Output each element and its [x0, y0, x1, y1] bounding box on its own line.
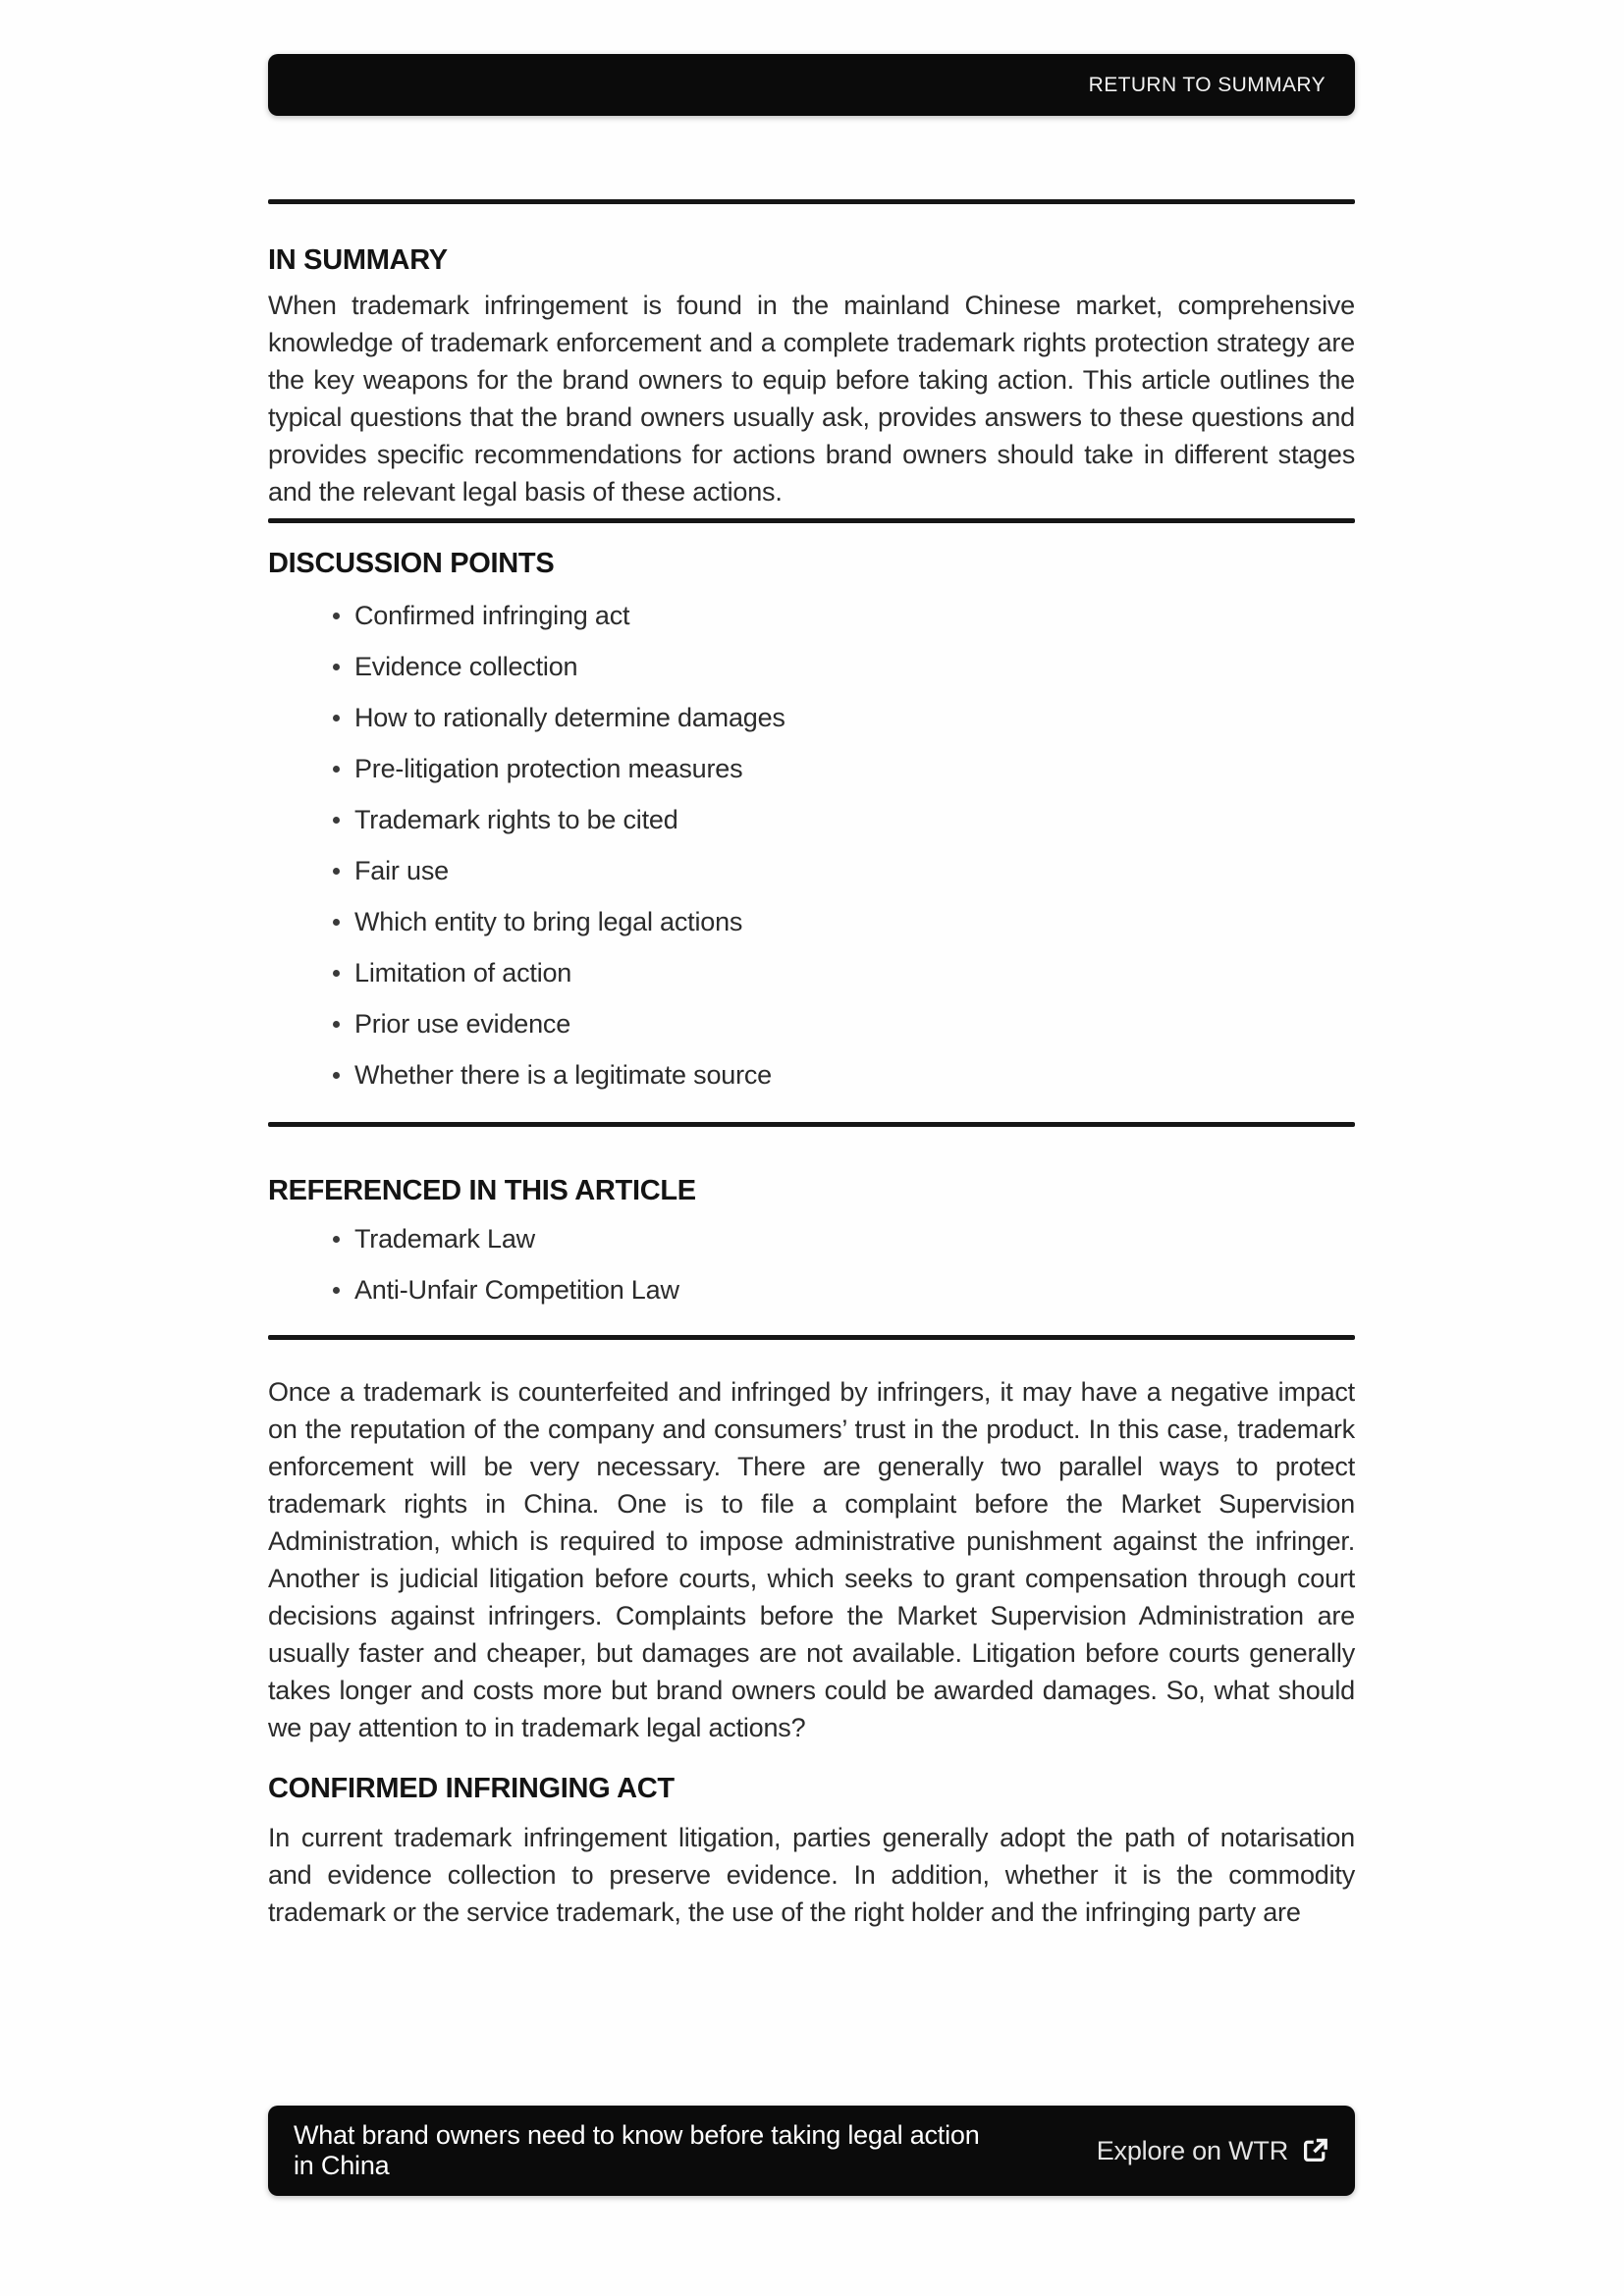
return-to-summary-button[interactable] [268, 54, 1355, 116]
bullet-dot-icon [333, 970, 340, 977]
list-item [268, 641, 1355, 692]
list-item-label: Which entity to bring legal actions [354, 906, 743, 936]
bullet-dot-icon [333, 613, 340, 619]
discussion-points-list [268, 590, 1355, 1100]
horizontal-rule [268, 518, 1355, 523]
horizontal-rule [268, 1122, 1355, 1127]
confirmed-infringing-act-paragraph: In current trademark infringement litigation, parties generally adopt the path of notarisation and evidence collection to preserve evidence. In addition, whether it is the commodity trademark or the service trademark, the use of the right holder and the infringing party are [268, 1823, 1355, 1927]
footer-article-title: What brand owners need to know before taking legal action in China [294, 2120, 980, 2180]
bullet-dot-icon [333, 1072, 340, 1079]
list-item-label: Whether there is a legitimate source [354, 1059, 772, 1090]
list-item [268, 896, 1355, 947]
list-item [268, 794, 1355, 845]
in-summary-heading: IN SUMMARY [268, 244, 448, 276]
bullet-dot-icon [333, 868, 340, 875]
bullet-dot-icon [333, 817, 340, 824]
in-summary-paragraph: When trademark infringement is found in the mainland Chinese market, comprehensive knowledge of trademark enforcement and a complete trademark rights protection strategy are the key weapons for the brand owners to equip before taking action. This article outlines the typical questions that the brand owners usually ask, provides answers to these questions and provides specific recommendations for actions brand owners should take in different stages and the relevant legal basis of these actions. [268, 291, 1355, 507]
list-item-label: Trademark rights to be cited [354, 804, 678, 834]
bullet-dot-icon [333, 1236, 340, 1243]
explore-on-wtr-label: Explore on WTR [1096, 2135, 1288, 2165]
explore-on-wtr-link[interactable] [1097, 2136, 1329, 2166]
bullet-dot-icon [333, 766, 340, 773]
external-link-icon [1300, 2136, 1329, 2165]
article-intro-paragraph: Once a trademark is counterfeited and infringed by infringers, it may have a negative impact on the reputation of the company and consumers’ trust in the product. In this case, trademark enforcement will be very necessary. There are generally two parallel ways to protect trademark rights in China. One is to file a complaint before the Market Supervision Administration, which is required to impose administrative punishment against the infringer. Another is judicial litigation before courts, which seeks to grant compensation through court decisions against infringers. Complaints before the Market Supervision Administration are usually faster and cheaper, but damages are not available. Litigation before courts generally takes longer and costs more but brand owners could be awarded damages. So, what should we pay attention to in trademark legal actions? [268, 1377, 1355, 1742]
list-item-label: Confirmed infringing act [354, 600, 630, 630]
bullet-dot-icon [333, 1021, 340, 1028]
list-item [268, 692, 1355, 743]
list-item [268, 1264, 1355, 1315]
horizontal-rule [268, 1335, 1355, 1340]
referenced-list [268, 1213, 1355, 1315]
referenced-heading: REFERENCED IN THIS ARTICLE [268, 1175, 696, 1206]
footer-bar [268, 2106, 1355, 2196]
bullet-dot-icon [333, 715, 340, 721]
list-item-label: Fair use [354, 855, 449, 885]
list-item-label: Evidence collection [354, 651, 578, 681]
list-item [268, 1049, 1355, 1100]
discussion-points-heading: DISCUSSION POINTS [268, 548, 555, 579]
bullet-dot-icon [333, 919, 340, 926]
list-item [268, 845, 1355, 896]
list-item-label: Limitation of action [354, 957, 572, 988]
list-item [268, 998, 1355, 1049]
list-item [268, 743, 1355, 794]
content-column [268, 0, 1355, 1931]
list-item-label: Prior use evidence [354, 1008, 571, 1039]
bullet-dot-icon [333, 1287, 340, 1294]
confirmed-infringing-act-heading: CONFIRMED INFRINGING ACT [268, 1773, 675, 1804]
list-item-label: Trademark Law [354, 1223, 535, 1254]
bullet-dot-icon [333, 664, 340, 670]
list-item [268, 947, 1355, 998]
list-item [268, 1213, 1355, 1264]
return-to-summary-label: RETURN TO SUMMARY [1088, 73, 1326, 96]
list-item-label: Pre-litigation protection measures [354, 753, 743, 783]
list-item [268, 590, 1355, 641]
horizontal-rule [268, 199, 1355, 204]
list-item-label: Anti-Unfair Competition Law [354, 1274, 679, 1305]
list-item-label: How to rationally determine damages [354, 702, 785, 732]
